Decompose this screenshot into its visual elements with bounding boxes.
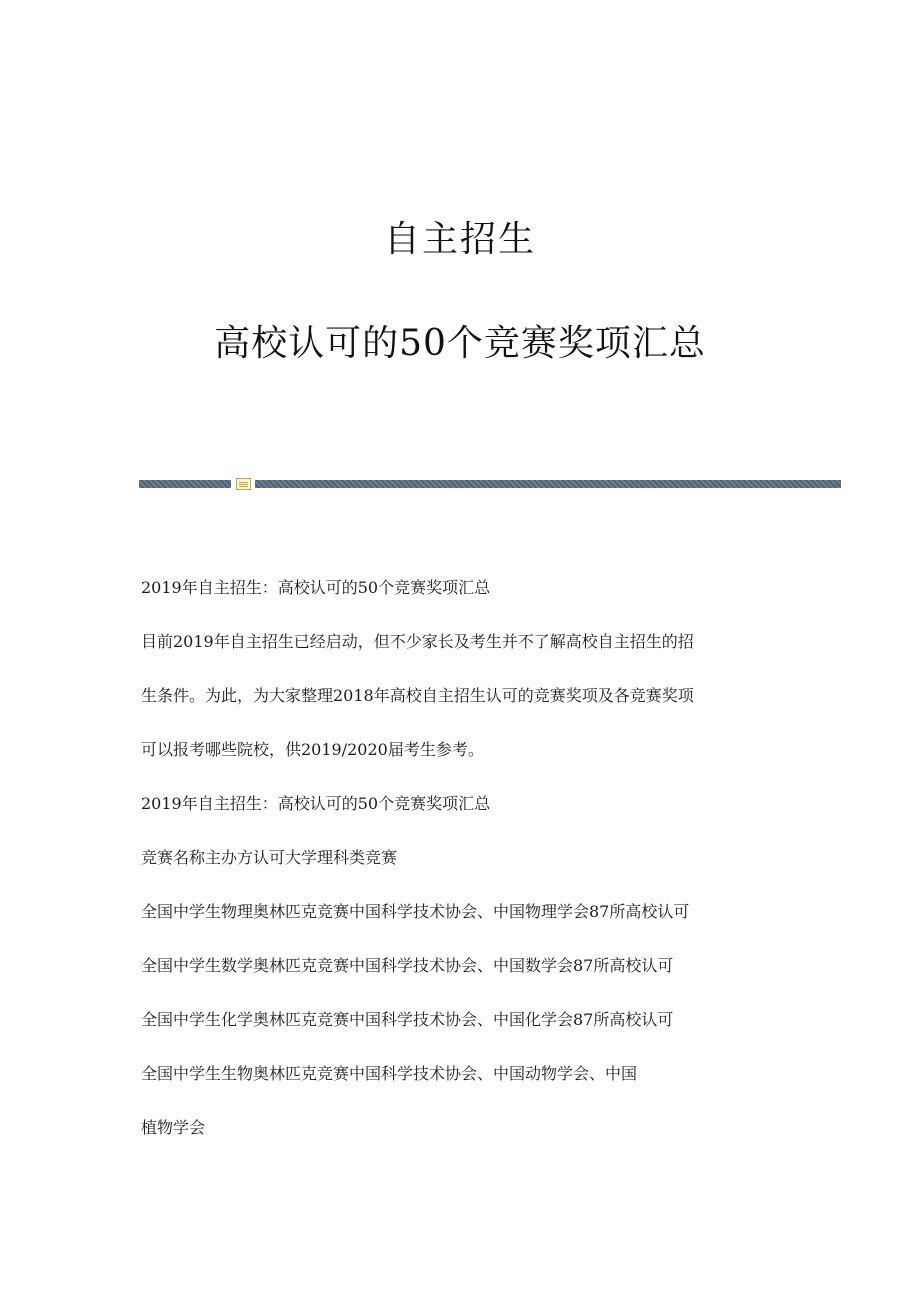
decorative-divider <box>139 478 841 492</box>
intro-paragraph-line: 生条件。为此，为大家整理2018年高校自主招生认可的竞赛奖项及各竞赛奖项 <box>141 686 694 705</box>
competition-row: 全国中学生物理奥林匹克竞赛中国科学技术协会、中国物理学会87所高校认可 <box>141 902 690 921</box>
competition-row: 全国中学生数学奥林匹克竞赛中国科学技术协会、中国数学会87所高校认可 <box>141 956 674 975</box>
intro-paragraph-line: 目前2019年自主招生已经启动，但不少家长及考生并不了解高校自主招生的招 <box>141 632 694 651</box>
section-heading: 2019年自主招生：高校认可的50个竞赛奖项汇总 <box>141 794 491 813</box>
competition-row: 全国中学生生物奥林匹克竞赛中国科学技术协会、中国动物学会、中国 <box>141 1064 638 1083</box>
competition-row-continuation: 植物学会 <box>141 1118 206 1137</box>
divider-bar-left <box>139 480 231 488</box>
competition-row: 全国中学生化学奥林匹克竞赛中国科学技术协会、中国化学会87所高校认可 <box>141 1010 674 1029</box>
document-subtitle: 高校认可的50个竞赛奖项汇总 <box>214 323 706 364</box>
document-body <box>141 570 791 1146</box>
divider-bar-right <box>255 480 841 488</box>
divider-ornament-icon <box>236 478 251 490</box>
document-title: 自主招生 <box>383 219 536 260</box>
section-heading: 2019年自主招生：高校认可的50个竞赛奖项汇总 <box>141 578 491 597</box>
intro-paragraph-line: 可以报考哪些院校，供2019/2020届考生参考。 <box>141 740 484 759</box>
table-header-line: 竞赛名称主办方认可大学理科类竞赛 <box>141 848 398 867</box>
